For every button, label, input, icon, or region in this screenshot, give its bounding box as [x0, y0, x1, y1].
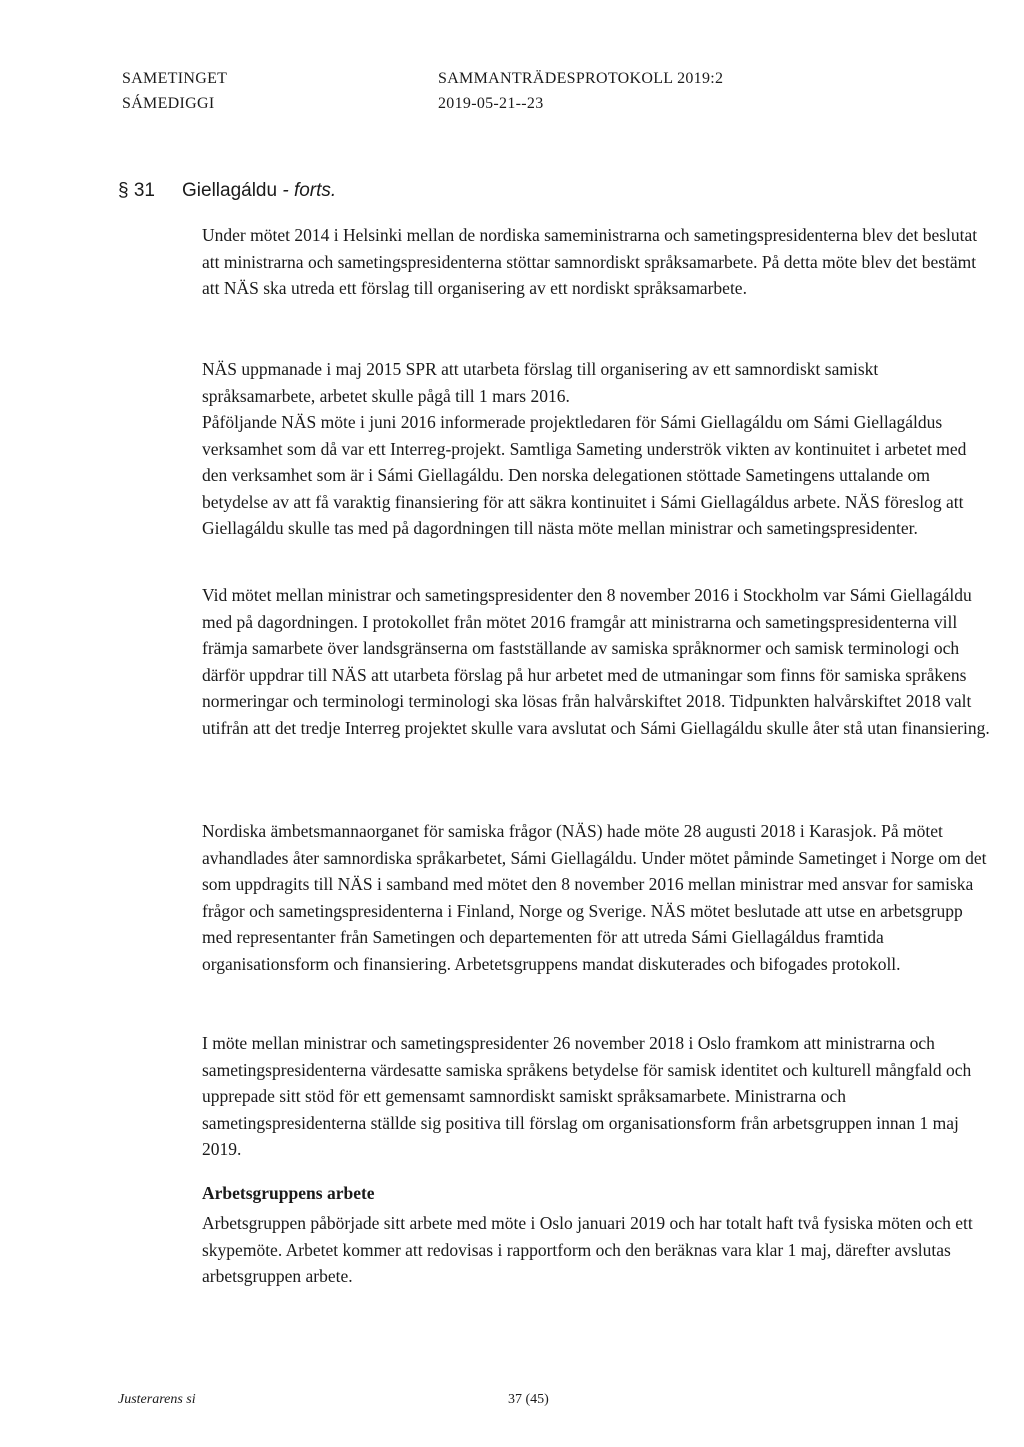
org-name-swedish: SAMETINGET [122, 70, 228, 87]
subheading: Arbetsgruppens arbete [202, 1183, 375, 1203]
signature-label: Justerarens si [118, 1392, 196, 1407]
organization-header [122, 66, 227, 116]
document-title: SAMMANTRÄDESPROTOKOLL 2019:2 [438, 70, 724, 87]
page-number: 37 (45) [508, 1392, 549, 1407]
paragraph-3: Vid mötet mellan ministrar och sametingspresidenter den 8 november 2016 i Stockholm var Sámi Giellagáldu med på dagordningen. I protokollet från mötet 2016 framgår att ministrarna och sametingspresidenterna vill främja samarbete över landsgränserna om fastställande av samiska språknormer och samisk terminologi och därför uppdrar till NÄS att utarbeta förslag på hur arbetet med de utmaningar som finns för samiska språkens normeringar och terminologi terminologi ska lösas från halvårskiftet 2018. Tidpunkten halvårskiftet 2018 valt utifrån att det tredje Interreg projektet skulle vara avslutat och Sámi Giellagáldu skulle åter stå utan finansiering. [202, 585, 990, 738]
paragraph-6: Arbetsgruppen påbörjade sitt arbete med möte i Oslo januari 2019 och har totalt haft två fysiska möten och ett skypemöte. Arbetet kommer att redovisas i rapportform och den beräknas vara klar 1 maj, därefter avslutas arbetsgruppen arbete. [202, 1213, 973, 1286]
section-heading [118, 180, 336, 202]
document-header [438, 66, 723, 116]
paragraph-4: Nordiska ämbetsmannaorganet för samiska frågor (NÄS) hade möte 28 augusti 2018 i Karasjok. På mötet avhandlades åter samnordiska språkarbetet, Sámi Giellagáldu. Under mötet påminde Sametinget i Norge om det som uppdragits till NÄS i samband med mötet den 8 november 2016 mellan ministrar med ansvar for samiska frågor och sametingspresidenterna i Finland, Norge og Sverige. NÄS mötet beslutade att utse en arbetsgrupp med representanter från Sametingen och departementen för att utreda Sámi Giellagáldus framtida organisationsform och finansiering. Arbetetsgruppens mandat diskuterades och bifogades protokoll. [202, 821, 987, 974]
paragraph-1: Under mötet 2014 i Helsinki mellan de nordiska sameministrarna och sametingspresidenterna blev det beslutat att ministrarna och sametingspresidenterna stöttar samnordiskt språksamarbete. På detta möte blev det bestämt att NÄS ska utreda ett förslag till organisering av ett nordiskt språksamarbete. [202, 225, 978, 298]
paragraph-2a: NÄS uppmanade i maj 2015 SPR att utarbeta förslag till organisering av ett samnordiskt samiskt språksamarbete, arbetet skulle pågå till 1 mars 2016. [202, 359, 879, 406]
section-continued-label: - forts. [282, 180, 337, 201]
section-title: Giellagáldu [182, 180, 278, 201]
section-number: § 31 [118, 180, 155, 201]
paragraph-2b: Påföljande NÄS möte i juni 2016 informerade projektledaren för Sámi Giellagáldu om Sámi Giellagáldus verksamhet som då var ett Interreg-projekt. Samtliga Sameting underströk vikten av kontinuitet i arbetet med den verksamhet som är i Sámi Giellagáldu. Den norska delegationen stöttade Sametingens uttalande om betydelse av att få varaktig finansiering för att säkra kontinuitet i Sámi Giellagáldus arbete. NÄS föreslog att Giellagáldu skulle tas med på dagordningen till nästa möte mellan ministrar och sametingspresidenter. [202, 412, 967, 538]
document-date: 2019-05-21--23 [438, 95, 544, 112]
paragraph-5: I möte mellan ministrar och sametingspresidenter 26 november 2018 i Oslo framkom att ministrarna och sametingspresidenterna värdesatte samiska språkens betydelse för samisk identitet och kulturell mångfald och upprepade sitt stöd för ett gemensamt samnordiskt samiskt språksamarbete. Ministrarna och sametingspresidenterna ställde sig positiva till förslag om organisationsform från arbetsgruppen innan 1 maj 2019. [202, 1033, 972, 1159]
org-name-sami: SÁMEDIGGI [122, 95, 215, 112]
